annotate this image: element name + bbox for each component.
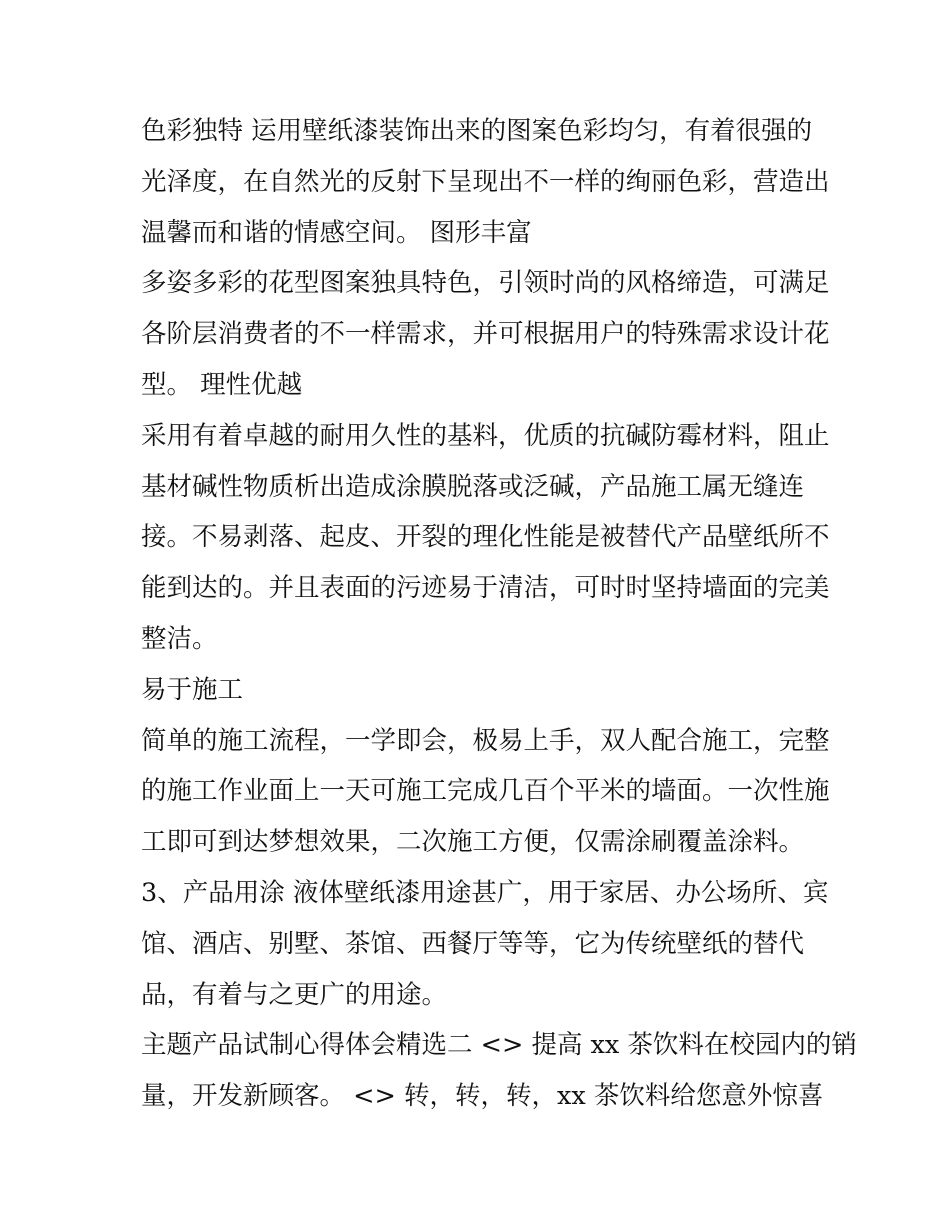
section-heading: 易于施工 — [141, 674, 244, 705]
text-line: 色彩独特 运用壁纸漆装饰出来的图案色彩均匀，有着很强的 — [141, 116, 813, 146]
text-line: 整洁。 — [141, 623, 218, 654]
text-line: 采用有着卓越的耐用久性的基料，优质的抗碱防霉材料，阻止 — [141, 420, 830, 451]
text-line: 品，有着与之更广的用途。 — [141, 979, 448, 1010]
text-line: 接。不易剥落、起皮、开裂的理化性能是被替代产品壁纸所不 — [141, 522, 830, 553]
document-body — [141, 106, 857, 1122]
text-line: 馆、酒店、别墅、茶馆、西餐厅等等，它为传统壁纸的替代 — [141, 928, 805, 959]
text-line: 主题产品试制心得体会精选二 <> 提高 xx 茶饮料在校园内的销 — [141, 1030, 857, 1061]
text-line: 的施工作业面上一天可施工完成几百个平米的墙面。一次性施 — [141, 776, 830, 807]
text-line: 量，开发新顾客。 <> 转，转，转，xx 茶饮料给您意外惊喜 — [141, 1081, 824, 1112]
text-line: 温馨而和谐的情感空间。 图形丰富 — [141, 217, 532, 248]
text-line: 3、产品用涂 液体壁纸漆用途甚广，用于家居、办公场所、宾 — [141, 877, 829, 908]
text-line: 各阶层消费者的不一样需求，并可根据用户的特殊需求设计花 — [141, 319, 830, 350]
text-line: 能到达的。并且表面的污迹易于清洁，可时时坚持墙面的完美 — [141, 573, 830, 604]
text-line: 工即可到达梦想效果，二次施工方便，仅需涂刷覆盖涂料。 — [141, 827, 805, 858]
text-line: 型。 理性优越 — [141, 369, 303, 400]
text-line: 光泽度，在自然光的反射下呈现出不一样的绚丽色彩，营造出 — [141, 166, 830, 197]
text-line: 基材碱性物质析出造成涂膜脱落或泛碱，产品施工属无缝连 — [141, 471, 805, 502]
text-line: 多姿多彩的花型图案独具特色，引领时尚的风格缔造，可满足 — [141, 268, 830, 299]
text-line: 简单的施工流程，一学即会，极易上手，双人配合施工，完整 — [141, 725, 830, 756]
